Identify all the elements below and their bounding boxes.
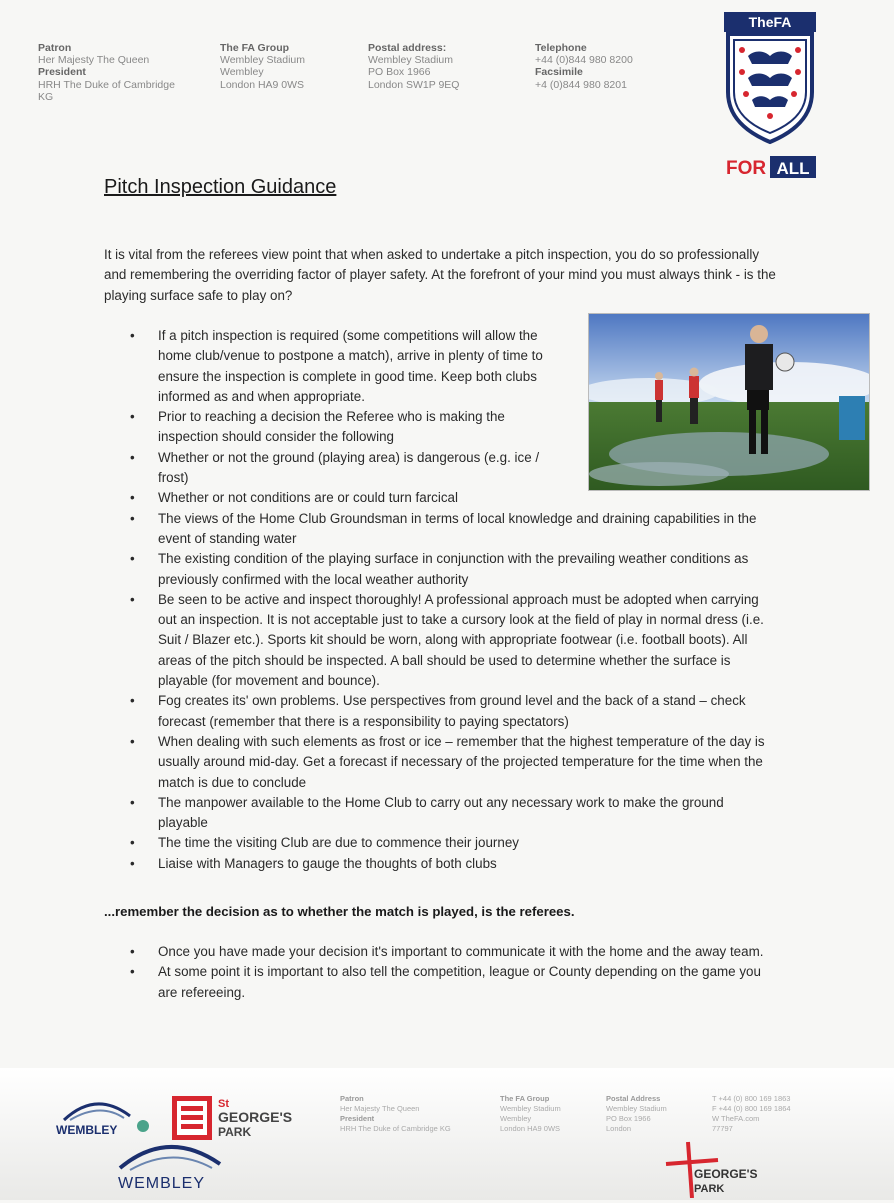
fa-crest-logo <box>724 12 816 180</box>
fa-crest-icon <box>724 12 816 180</box>
sgp-sub-text: PARK <box>218 1125 252 1139</box>
logo-top-text: TheFA <box>748 14 792 30</box>
footer-line: T +44 (0) 800 169 1863 <box>712 1094 791 1103</box>
list-item: • Once you have made your decision it's important to communicate it with the home and the away team. <box>104 942 776 962</box>
footer-line: London HA9 0WS <box>500 1124 561 1133</box>
list-item: • If a pitch inspection is required (some competitions will allow the home club/venue to postpone a match), arrive in plenty of time to ensure the inspection is complete in good time. Keep both clubs informed as and when appropriate. <box>104 326 776 407</box>
list-item: • Fog creates its' own problems. Use perspectives from ground level and the back of a stand – check forecast (remember that there is a responsibility to paying spectators) <box>104 691 776 732</box>
letterhead-group <box>220 42 305 91</box>
st-george-cross-icon <box>662 1138 772 1198</box>
st-georges-park-logo <box>172 1094 302 1147</box>
group-line: Wembley Stadium <box>220 54 306 67</box>
list-item: • Liaise with Managers to gauge the thoughts of both clubs <box>104 854 776 874</box>
page-title: Pitch Inspection Guidance <box>104 176 337 198</box>
facsimile-line: +4 (0)844 980 8201 <box>535 78 627 91</box>
patron-line: Her Majesty The Queen <box>38 54 150 67</box>
sgp2-sub-text: PARK <box>694 1183 725 1195</box>
list-item: • The time the visiting Club are due to commence their journey <box>104 833 776 853</box>
letterhead-postal <box>368 42 459 91</box>
list-item: • The views of the Home Club Groundsman in terms of local knowledge and draining capabilities in the event of standing water <box>104 509 776 550</box>
footer-line: 77797 <box>712 1124 733 1133</box>
patron-heading: Patron <box>38 42 72 54</box>
footer-group-heading: The FA Group <box>500 1094 550 1103</box>
footer-line: Wembley <box>500 1114 532 1123</box>
sgp-crest-icon <box>172 1094 302 1142</box>
letterhead-phone <box>535 42 633 91</box>
footer-line: HRH The Duke of Cambridge KG <box>340 1124 451 1133</box>
president-line: KG <box>38 90 54 103</box>
wembley-arch-icon <box>56 1094 156 1138</box>
group-heading: The FA Group <box>220 42 290 54</box>
footer-line: Wembley Stadium <box>606 1104 667 1113</box>
footer-patron-heading: Patron <box>340 1094 364 1103</box>
list-item: • At some point it is important to also tell the competition, league or County depending on the game you are refereeing. <box>104 962 776 1003</box>
wembley-top-text: WEMBLEY <box>56 1123 118 1137</box>
postal-line: Wembley Stadium <box>368 54 454 67</box>
sgp-st-text: St <box>218 1098 229 1110</box>
list-item: • Whether or not the ground (playing area) is dangerous (e.g. ice / frost) <box>104 448 776 489</box>
president-heading: President <box>38 66 86 79</box>
footer-line: PO Box 1966 <box>606 1114 651 1123</box>
st-georges-park-cross-logo <box>662 1138 772 1203</box>
footer-line: F +44 (0) 800 169 1864 <box>712 1104 791 1113</box>
president-line: HRH The Duke of Cambridge <box>38 78 175 91</box>
sgp-main-text: GEORGE'S <box>218 1109 293 1125</box>
footer-postal-heading: Postal Address <box>606 1094 661 1103</box>
footer-line: W TheFA.com <box>712 1114 760 1123</box>
telephone-heading: Telephone <box>535 42 587 54</box>
telephone-line: +44 (0)844 980 8200 <box>535 54 633 67</box>
wembley-bottom-text: WEMBLEY <box>118 1175 206 1192</box>
footer-postal <box>606 1094 667 1134</box>
list-item: • The existing condition of the playing surface in conjunction with the prevailing weather conditions as previously confirmed with the local weather authority <box>104 549 776 590</box>
footer-president-heading: President <box>340 1114 375 1123</box>
logo-for-text: FOR <box>726 158 767 179</box>
footer-line: Wembley Stadium <box>500 1104 561 1113</box>
list-item: • Prior to reaching a decision the Referee who is making the inspection should consider the following <box>104 407 776 448</box>
list-item: • When dealing with such elements as frost or ice – remember that the highest temperature of the day is usually around mid-day. Get a forecast if necessary of the projected temperature for the time when the match is due to conclude <box>104 732 776 793</box>
intro-paragraph: It is vital from the referees view point that when asked to undertake a pitch inspection, you do so professionally and remembering the overriding factor of player safety. At the forefront of your mind you must always think - is the playing surface safe to play on? <box>104 247 776 303</box>
footer-line: London <box>606 1124 632 1133</box>
footer-group <box>500 1094 561 1134</box>
guidance-list <box>104 326 776 874</box>
group-line: Wembley <box>220 66 264 79</box>
logo-all-text: ALL <box>776 159 810 178</box>
wembley-connect-logo <box>56 1094 156 1143</box>
list-item: • Be seen to be active and inspect thoroughly! A professional approach must be adopted when carrying out an inspection. It is not acceptable just to take a cursory look at the field of play in normal dress (i.e. Suit / Blazer etc.). Sports kit should be worn, along with appropriate footwear (i.e. football boots). All areas of the pitch should be inspected. A ball should be used to determine whether the surface is playable (for movement and bounce). <box>104 590 776 691</box>
postal-line: PO Box 1966 <box>368 66 431 79</box>
footer-line: Her Majesty The Queen <box>340 1104 420 1113</box>
list-item: • The manpower available to the Home Club to carry out any necessary work to make the ground playable <box>104 793 776 834</box>
remember-note: ...remember the decision as to whether the match is played, is the referees. <box>104 904 575 919</box>
postal-line: London SW1P 9EQ <box>368 78 460 91</box>
sgp2-main-text: GEORGE'S <box>694 1167 758 1181</box>
facsimile-heading: Facsimile <box>535 66 583 79</box>
group-line: London HA9 0WS <box>220 78 305 91</box>
postal-heading: Postal address: <box>368 42 447 54</box>
list-item: • Whether or not conditions are or could turn farcical <box>104 488 776 508</box>
footer-contact <box>712 1094 791 1134</box>
letterhead-patron <box>38 42 175 103</box>
decision-list <box>104 942 776 1003</box>
footer-patron <box>340 1094 451 1134</box>
